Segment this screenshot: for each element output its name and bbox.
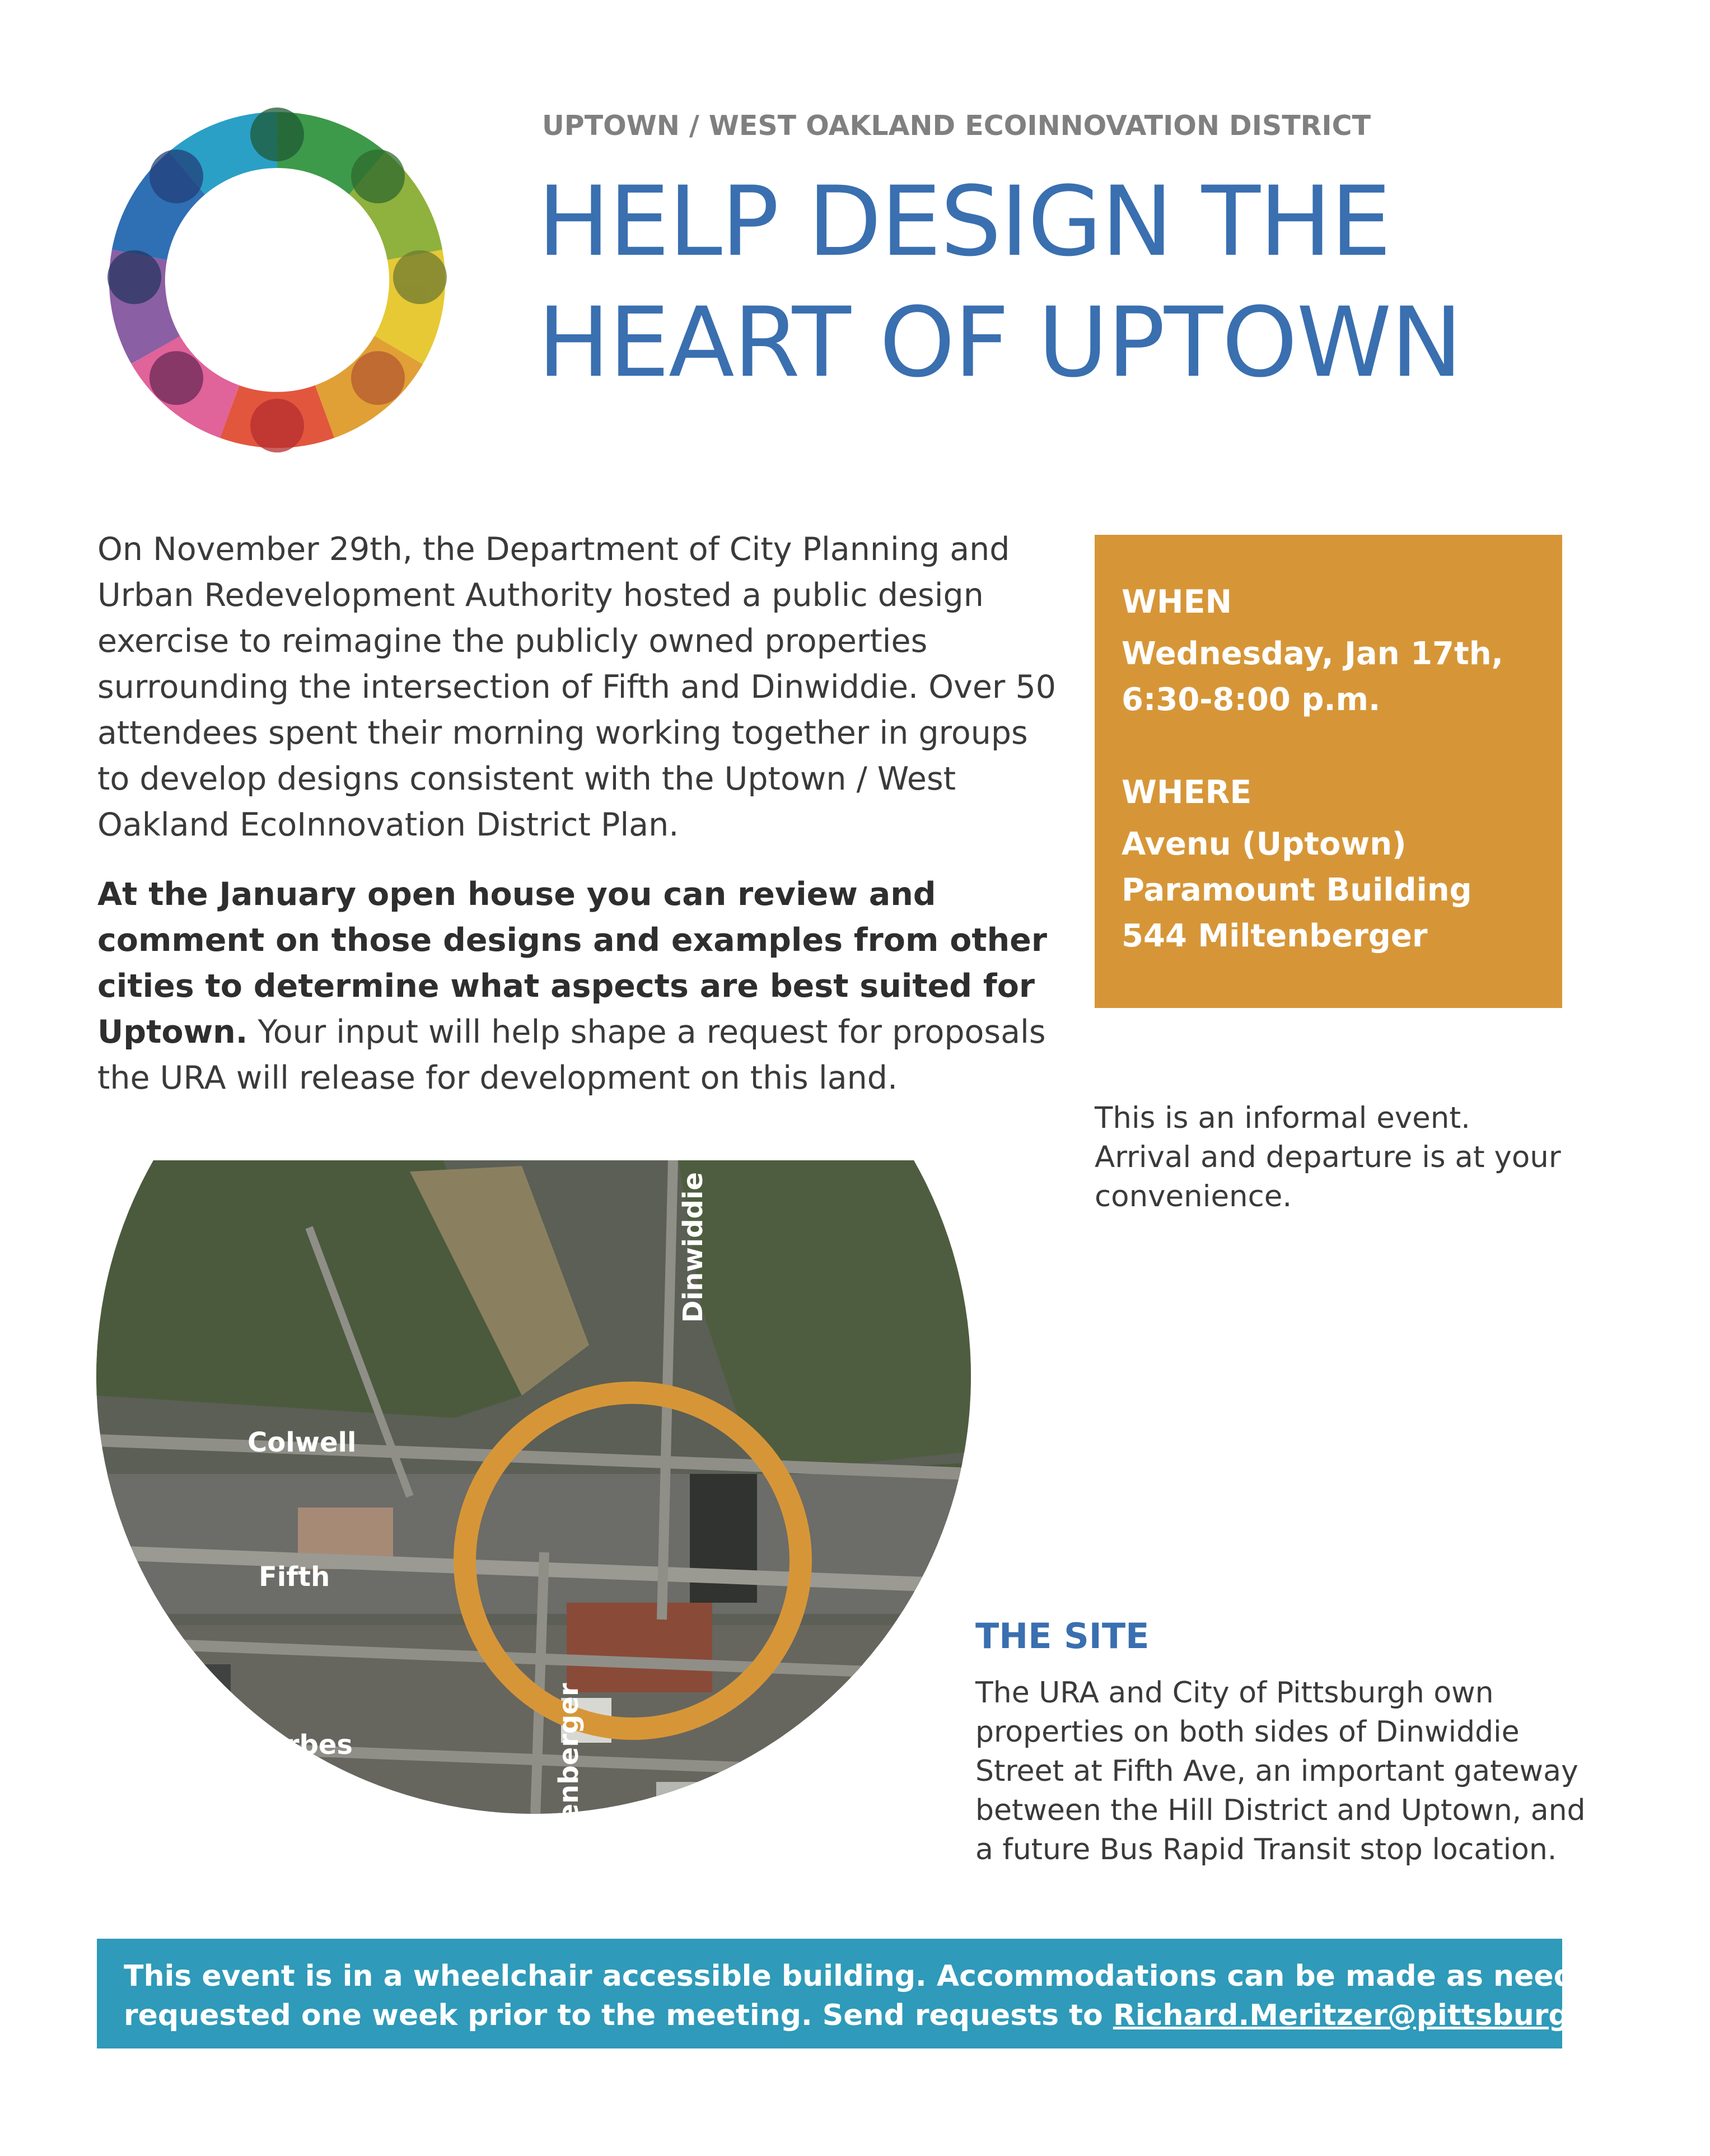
street-label-forbes: Forbes (250, 1729, 353, 1761)
street-label-miltenberger: Miltenberger (553, 1683, 585, 1880)
street-label-fifth: Fifth (259, 1561, 330, 1593)
street-label-colwell: Colwell (247, 1427, 357, 1458)
intro-text (97, 526, 1060, 1101)
page-title (538, 161, 1635, 403)
district-kicker: UPTOWN / WEST OAKLAND ECOINNOVATION DISTRICT (542, 110, 1371, 142)
informal-event-note (1095, 1099, 1576, 1216)
intro-paragraph-2 (97, 871, 1060, 1101)
footer-line-2 (124, 1996, 1710, 2035)
where-venue: Avenu (Uptown) (1122, 826, 1407, 862)
contact-email-link[interactable]: Richard.Meritzer@pittsburghpa.gov (1113, 1999, 1699, 2032)
site-line-2: properties on both sides of Dinwiddie (975, 1715, 1520, 1749)
title-line-1: HELP DESIGN THE (538, 165, 1390, 278)
note-line-1: This is an informal event. (1095, 1101, 1470, 1135)
when-label: WHEN (1122, 584, 1232, 620)
footer-line-2-suffix: . (1699, 1999, 1710, 2032)
site-line-1: The URA and City of Pittsburgh own (975, 1676, 1494, 1710)
footer-line-1: This event is in a wheelchair accessible building. Accommodations can be made as needed if (124, 1959, 1648, 1993)
accessibility-footer (97, 1939, 1710, 2048)
aerial-site-map (96, 1160, 971, 1883)
site-line-5: a future Bus Rapid Transit stop location. (975, 1833, 1557, 1866)
when-date: Wednesday, Jan 17th, (1122, 636, 1503, 672)
where-building: Paramount Building (1122, 872, 1472, 908)
color-ring-logo (101, 104, 454, 456)
intro-paragraph-1: On November 29th, the Department of City Planning and Urban Redevelopment Authority hosted a public design exercise to reimagine the publicly owned properties surrounding the intersection of Fifth and Dinwiddie. Over 50 attendees spent their morning working together in groups to develop designs consistent with the Uptown / West Oakland EcoInnovation District Plan. (97, 531, 1057, 843)
where-label: WHERE (1122, 774, 1252, 811)
note-line-3: convenience. (1095, 1179, 1292, 1214)
where-value (1122, 822, 1540, 959)
where-address: 544 Miltenberger (1122, 918, 1428, 954)
title-line-2: HEART OF UPTOWN (538, 286, 1462, 399)
note-line-2: Arrival and departure is at your (1095, 1140, 1561, 1174)
intro-bold-lead: At the January open house you can review and comment on those designs and examples from other cities to determine what aspects are best suited for Uptown. (97, 876, 1047, 1051)
when-value (1122, 631, 1540, 723)
street-label-dinwiddie: Dinwiddie (678, 1172, 709, 1323)
intro-paragraph-2-rest: Your input will help shape a request for proposals the URA will release for development on this land. (97, 1014, 1046, 1096)
footer-line-2-prefix: requested one week prior to the meeting. Send requests to (124, 1999, 1113, 2032)
site-line-3: Street at Fifth Ave, an important gateway (975, 1754, 1578, 1788)
site-description (975, 1673, 1602, 1869)
event-details-box (1095, 535, 1562, 1008)
site-section-title: THE SITE (975, 1616, 1150, 1656)
when-time: 6:30-8:00 p.m. (1122, 682, 1381, 718)
site-line-4: between the Hill District and Uptown, and (975, 1794, 1586, 1827)
